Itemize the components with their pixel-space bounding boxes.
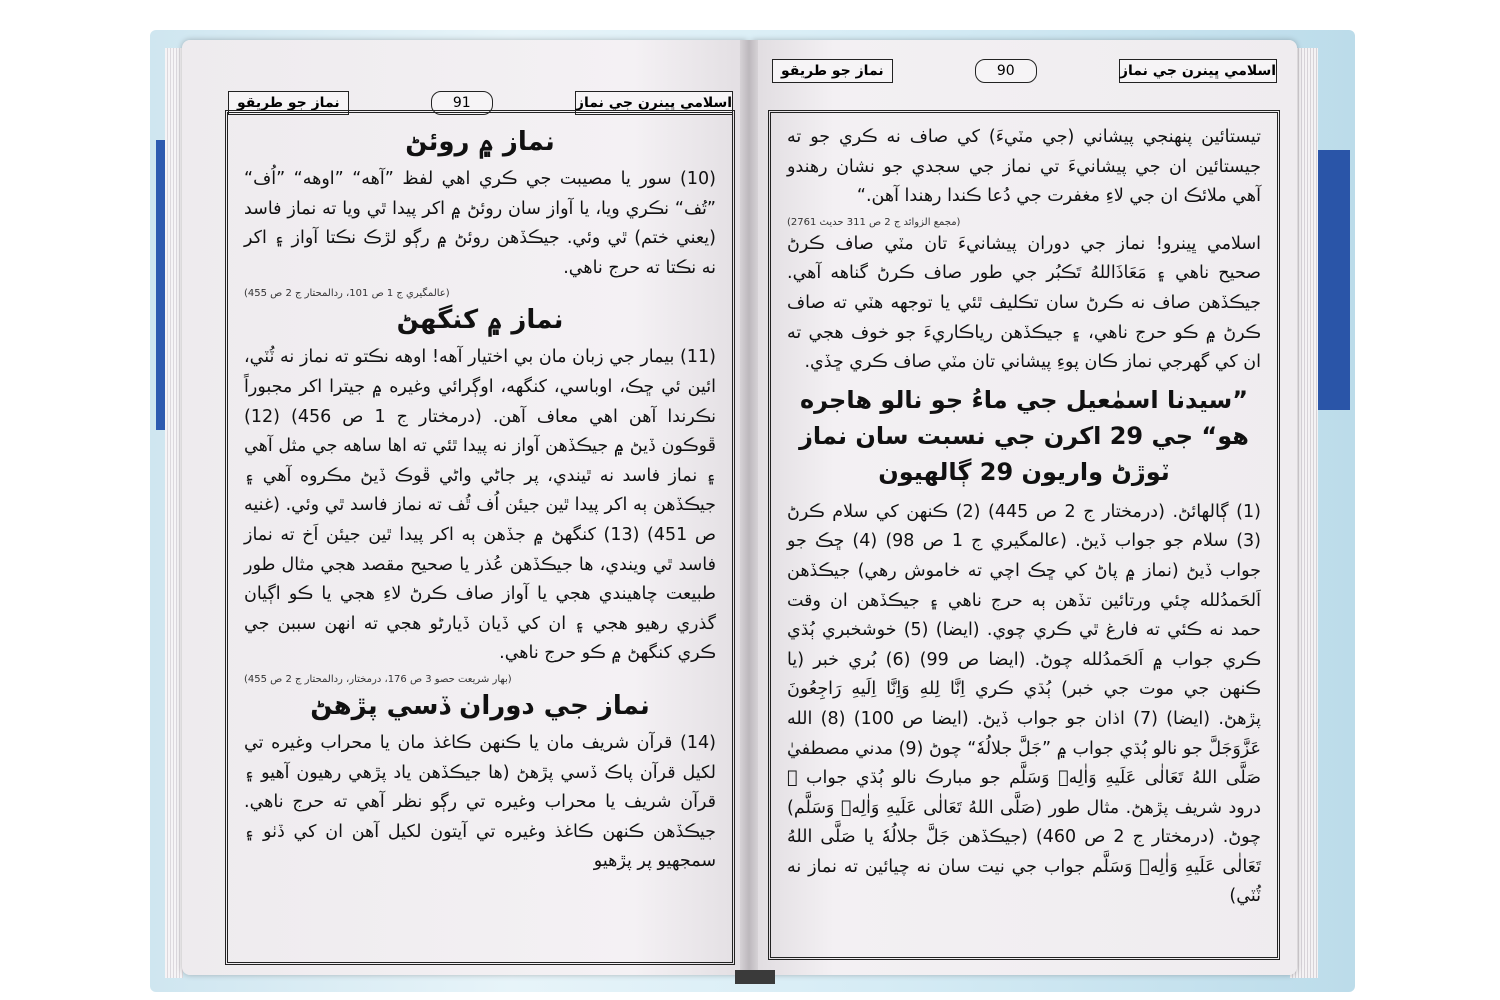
right-chapter-title: نماز جو طريقو [772, 59, 893, 83]
paragraph: اسلامي ڀينرو! نماز جي دوران پيشانيءَ تان مٽي صاف ڪرڻ صحيح ناهي ۽ مَعَاذَاللهُ تَڪبُر جي طور صاف ڪرڻ گناهه آهي. جيڪڏهن صاف نه ڪرڻ سان تڪليف ٿئي يا توجهه هٽي ته صاف ڪرڻ ۾ ڪو حرج ناهي، ۽ جيڪڏهن رياڪاريءَ جو خوف هجي ته ان کي گهرجي نماز ڪان پوءِ پيشاني تان مٽي صاف ڪري ڇڏي. [787, 233, 1261, 373]
reference: (مجمع الزوائد ج 2 ص 311 حديث 2761) [787, 216, 961, 228]
left-book-title: اسلامي ڀينرن جي نماز [575, 91, 733, 115]
spine-bottom [735, 970, 775, 984]
right-page-number: 90 [975, 59, 1037, 83]
reference: (بهار شريعت حصو 3 ص 176، درمختار، ردالمحتار ج 2 ص 455) [244, 673, 512, 685]
right-page-text-frame [768, 110, 1280, 960]
right-page-header [772, 58, 1277, 84]
paragraph: (14) قرآن شريف مان يا ڪنهن ڪاغذ مان يا محراب وغيره تي لکيل قرآن پاڪ ڏسي پڙهڻ (ها جيڪڏهن ياد پڙهي رهيون آهيو ۽ قرآن شريف يا محراب وغيره تي رڳو نظر آهي ته حرج ناهي. جيڪڏهن ڪنهن ڪاغذ وغيره تي آيتون لکيل آهن ان کي ڏٺو ۽ سمجهيو پر پڙهيو [244, 732, 716, 872]
section-heading: نماز جي دوران ڏسي پڙهڻ [310, 690, 650, 721]
paragraph: (11) بيمار جي زبان مان بي اختيار آهه! اوهه نڪتو ته نماز نه ٽُٽي، ائين ئي ڇڪ، اوباسي، کنگهه، اوڳرائي وغيره ۾ جيترا اکر مجبوراً نڪرندا آهن اهي معاف آهن. (درمختار ج 1 ص 456) (12) ڦوڪون ڏيڻ ۾ جيڪڏهن آواز نه پيدا ٿئي ته اها ساهه جي مثل آهي ۽ نماز فاسد نه ٿيندي، پر جاڻي واڻي ڦوڪ ڏيڻ مڪروه آهي ۽ جيڪڏهن ٻه اکر پيدا ٿين جيئن اُف ٿُف ته نماز فاسد ٿي وئي. (غنيه ص 451) (13) کنگهڻ ۾ جڏهن ٻه اکر پيدا ٿين جيئن اَخ ته نماز فاسد ٿي ويندي، ها جيڪڏهن عُذر يا صحيح مقصد هجي مثال طور طبيعت چاهيندي هجي يا آواز صاف ڪرڻ لاءِ هجي يا ڪو اڳيان گذري رهيو هجي ۽ ان کي ڏيان ڏيارڻو هجي ته انهن سببن جي ڪري کنگهڻ ۾ ڪو حرج ناهي. [244, 347, 716, 664]
left-page-text-frame [225, 110, 735, 965]
section-heading: نماز ۾ کنگهڻ [396, 305, 564, 336]
left-chapter-title: نماز جو طريقو [228, 91, 349, 115]
cover-blue-stripe-right [1318, 150, 1350, 410]
reference: (عالمگيري ج 1 ص 101، ردالمحتار ج 2 ص 455) [244, 288, 450, 300]
section-heading: ”سيدنا اسمٰعيل جي ماءُ جو نالو هاجره هو“ جي 29 اکرن جي نسبت سان نماز ٽوڙڻ واريون 29 ڳالهيون [799, 385, 1249, 486]
paragraph: تيستائين پنهنجي پيشاني (جي مٽيءَ) کي صاف نه ڪري جو ته جيستائين ان جي پيشانيءَ تي نماز جي سجدي جو نشان رهندو آهي ملائڪ ان جي لاءِ مغفرت جي دُعا ڪندا رهندا آهن.“ [787, 127, 1261, 207]
right-book-title: اسلامي ڀينرن جي نماز [1119, 59, 1277, 83]
paragraph: (1) ڳالهائڻ. (درمختار ج 2 ص 445) (2) ڪنهن کي سلام ڪرڻ (3) سلام جو جواب ڏيڻ. (عالمگيري ج 1 ص 98) (4) ڇڪ جو جواب ڏيڻ (نماز ۾ پاڻ کي ڇڪ اچي ته خاموش رهي) جيڪڏهن اَلحَمدُلله چئي ورتائين تڏهن ٻه حرج ناهي ۽ جيڪڏهن ان وقت حمد نه ڪئي ته فارغ ٿي ڪري چوي. (ايضا) (5) خوشخبري ٻُڌي ڪري جواب ۾ اَلحَمدُلله چوڻ. (ايضا ص 99) (6) بُري خبر (يا ڪنهن جي موت جي خبر) ٻُڌي ڪري اِنَّا لِلهِ وَاِنَّا اِلَيهِ رَاجِعُونَ پڙهڻ. (ايضا) (7) اذان جو جواب ڏيڻ. (ايضا ص 100) (8) الله عَزَّوَجَلَّ جو نالو ٻُڌي جواب ۾ ”جَلَّ جلالُهٗ“ چوڻ (9) مدني مصطفيٰ صَلَّی اللهُ تَعَالٰی عَلَيهِ وَاٰلِهٖ وَسَلَّم جو مبارڪ نالو ٻُڌي جواب ۾ درود شريف پڙهڻ. مثال طور (صَلَّی اللهُ تَعَالٰی عَلَيهِ وَاٰلِهٖ وَسَلَّم) چوڻ. (درمختار ج 2 ص 460) (جيڪڏهن جَلَّ جلالُهٗ يا صَلَّی اللهُ تَعَالٰی عَلَيهِ وَاٰلِهٖ وَسَلَّم جواب جي نيت سان نه چيائين ته نماز نه ٽُٽي) [787, 501, 1262, 907]
book-gutter [740, 40, 758, 975]
section-heading: نماز ۾ روئڻ [405, 127, 555, 157]
page-edges-left [165, 48, 183, 978]
paragraph: (10) سور يا مصيبت جي ڪري اهي لفظ ”آهه“ ”اوهه“ ”اُف“ ”تُف“ نڪري ويا، يا آواز سان روئڻ ۾ اکر پيدا ٿي ويا ته نماز فاسد (يعني ختم) ٿي وئي. جيڪڏهن روئڻ ۾ رڳو لڙڪ نڪتا آواز ۽ اکر نه نڪتا ته حرج ناهي. [244, 169, 716, 278]
left-page-number: 91 [431, 91, 493, 115]
